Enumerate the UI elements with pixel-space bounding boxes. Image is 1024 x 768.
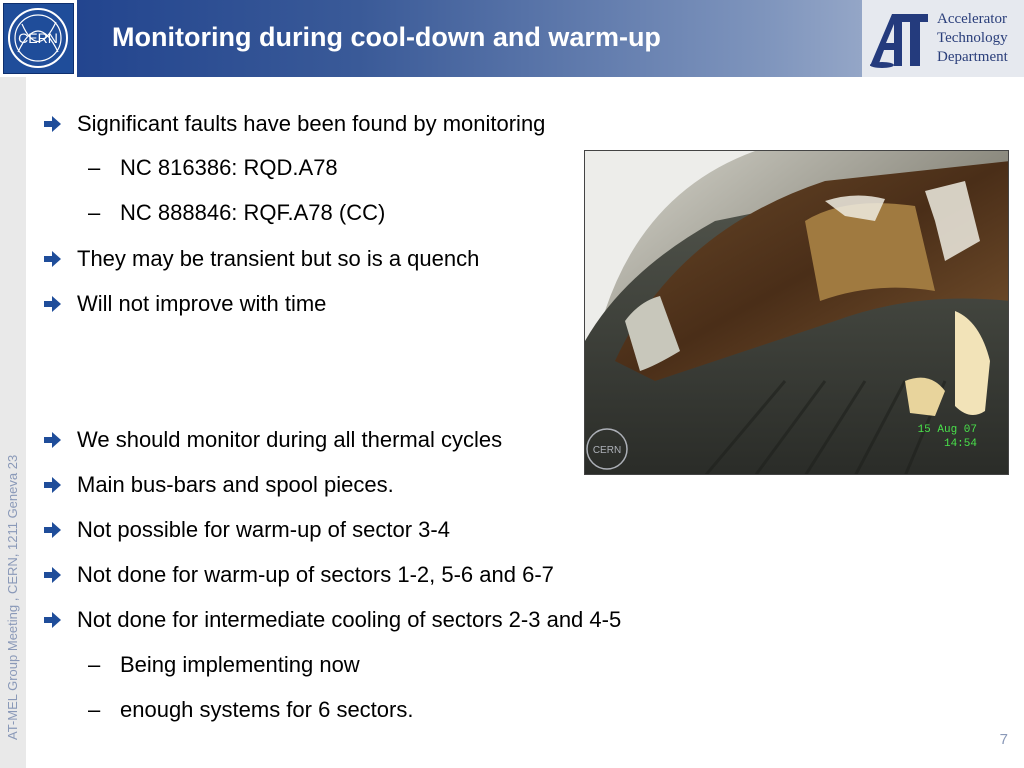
photo-time-stamp: 14:54: [943, 438, 977, 450]
sub-bullet-item: – NC 816386: RQD.A78: [88, 155, 338, 180]
bullet-text: Not done for warm-up of sectors 1-2, 5-6 and 6-7: [77, 562, 554, 587]
sub-bullet-text: enough systems for 6 sectors.: [120, 697, 414, 722]
bullet-item: [42, 291, 326, 317]
arrow-right-icon: [42, 610, 62, 630]
bullet-text: We should monitor during all thermal cycles: [77, 427, 503, 452]
sub-bullet-text: Being implementing now: [120, 652, 360, 677]
page-number: 7: [999, 731, 1008, 748]
sub-bullet-item: – NC 888846: RQF.A78 (CC): [88, 200, 386, 225]
at-logo-line-2: Technology: [937, 30, 1008, 46]
bullet-item: [42, 562, 554, 588]
slide-title: Monitoring during cool-down and warm-up: [112, 22, 661, 52]
footer-vertical-text: AT-MEL Group Meeting , CERN, 1211 Geneva 23: [5, 454, 20, 740]
bullet-item: [42, 517, 450, 543]
sub-bullet-item: – enough systems for 6 sectors.: [88, 697, 414, 722]
arrow-right-icon: [42, 430, 62, 450]
bullet-item: [42, 111, 545, 137]
at-logo-line-3: Department: [937, 49, 1008, 65]
sub-bullet-text: NC 888846: RQF.A78 (CC): [120, 200, 386, 225]
sub-bullet-text: NC 816386: RQD.A78: [120, 155, 338, 180]
cern-logo-text: CERN: [18, 30, 58, 46]
arrow-right-icon: [42, 520, 62, 540]
at-logo-line-1: Accelerator: [937, 11, 1007, 27]
at-logo-mark-icon: [868, 10, 930, 68]
slide-header: [0, 0, 1024, 77]
inspection-photo: [584, 150, 1009, 475]
arrow-right-icon: [42, 294, 62, 314]
cern-logo: [0, 0, 77, 77]
bullet-text: Not done for intermediate cooling of sectors 2-3 and 4-5: [77, 607, 622, 632]
bullet-text: Main bus-bars and spool pieces.: [77, 472, 394, 497]
arrow-right-icon: [42, 114, 62, 134]
arrow-right-icon: [42, 565, 62, 585]
photo-date-stamp: 15 Aug 07: [917, 424, 977, 436]
at-department-logo: [862, 0, 1024, 77]
bullet-text: Not possible for warm-up of sector 3-4: [77, 517, 450, 542]
sub-bullet-item: – Being implementing now: [88, 652, 360, 677]
arrow-right-icon: [42, 249, 62, 269]
bullet-item: [42, 472, 394, 498]
bullet-text: Significant faults have been found by monitoring: [77, 111, 546, 136]
svg-text:CERN: CERN: [592, 445, 622, 456]
bullet-item: [42, 246, 479, 272]
arrow-right-icon: [42, 475, 62, 495]
bullet-text: Will not improve with time: [77, 291, 327, 316]
bullet-text: They may be transient but so is a quench: [77, 246, 480, 271]
at-logo-text: [937, 10, 1008, 67]
bullet-item: [42, 607, 621, 633]
bullet-item: [42, 427, 502, 453]
